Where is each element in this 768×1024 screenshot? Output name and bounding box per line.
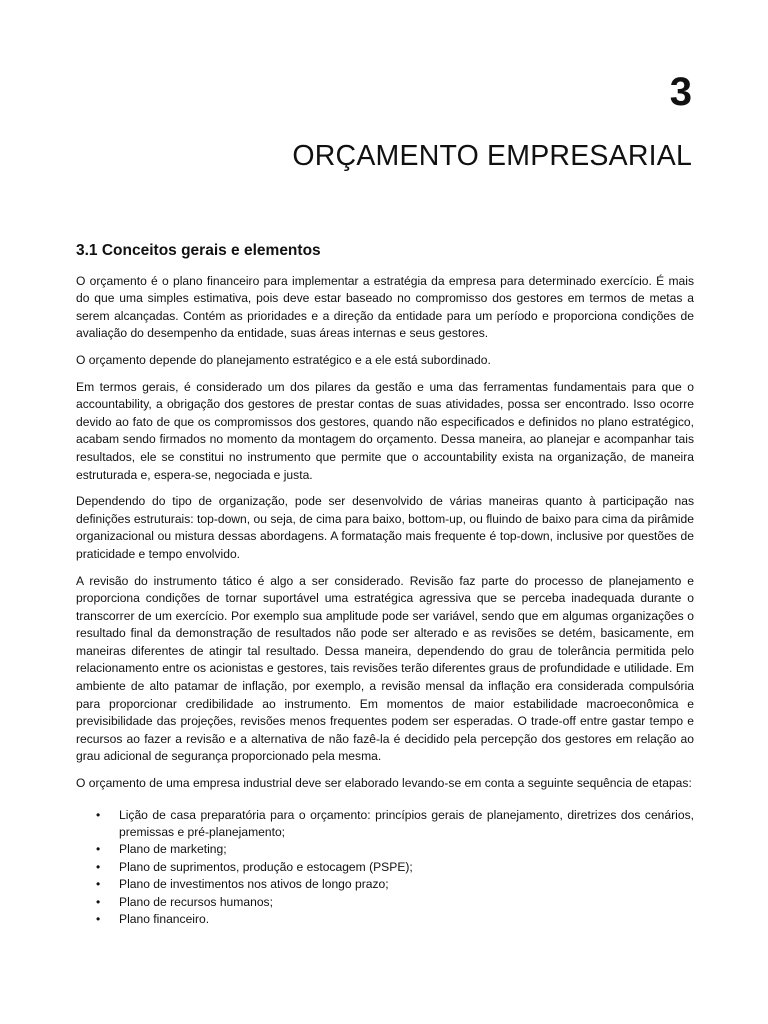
paragraph: Em termos gerais, é considerado um dos pilares da gestão e uma das ferramentas fundamentais para que o accountability, a obrigação dos gestores de prestar contas de suas atividades, possa ser encontrado. Isso ocorre devido ao fato de que os compromissos dos gestores, quando não especificados e definidos no plano estratégico, acabam sendo firmados no momento da montagem do orçamento. Dessa maneira, ao planejar e acompanhar tais resultados, ele se constitui no instrumento que permite que o accountability exista na organização, de maneira estruturada e, espera-se, negociada e justa. xyxy=(76,379,694,482)
list-item-text: Plano de recursos humanos; xyxy=(119,894,273,909)
list-item xyxy=(76,859,694,876)
list-item-text: Lição de casa preparatória para o orçamento: princípios gerais de planejamento, diretrizes dos cenários, premissas e pré-planejamento; xyxy=(119,807,694,840)
chapter-title: ORÇAMENTO EMPRESARIAL xyxy=(292,140,692,172)
section-content xyxy=(76,242,694,928)
bullet-icon: • xyxy=(96,807,101,822)
list-item xyxy=(76,894,694,911)
chapter-number: 3 xyxy=(669,70,692,114)
list-item-text: Plano de marketing; xyxy=(119,842,227,857)
bullet-list xyxy=(76,807,694,929)
bullet-icon: • xyxy=(96,877,101,892)
paragraph: O orçamento de uma empresa industrial deve ser elaborado levando-se em conta a seguinte sequência de etapas: xyxy=(76,776,692,791)
list-item xyxy=(76,807,694,842)
list-item-text: Plano de investimentos nos ativos de longo prazo; xyxy=(119,877,389,892)
section-heading: 3.1 Conceitos gerais e elementos xyxy=(76,242,321,259)
bullet-icon: • xyxy=(96,859,101,874)
list-item-text: Plano financeiro. xyxy=(119,912,210,927)
bullet-icon: • xyxy=(96,894,101,909)
paragraph: Dependendo do tipo de organização, pode ser desenvolvido de várias maneiras quanto à participação nas definições estruturais: top-down, ou seja, de cima para baixo, bottom-up, ou fluindo de baixo para cima da pirâmide organizacional ou mistura dessas abordagens. A formatação mais frequente é top-down, inclusive por questões de praticidade e tempo envolvido. xyxy=(76,494,694,561)
list-item xyxy=(76,841,694,858)
paragraph: A revisão do instrumento tático é algo a ser considerado. Revisão faz parte do processo de planejamento e proporciona condições de tornar suportável uma estratégica agressiva que se perceba inadequada durante o transcorrer de um exercício. Por exemplo sua amplitude pode ser variável, sendo que em algumas organizações o resultado final da demonstração de resultados não pode ser alterado e as revisões se detém, basicamente, em maneiras diferentes de atingir tal resultado. Dessa maneira, dependendo do grau de tolerância permitida pelo relacionamento entre os acionistas e gestores, tais revisões terão diferentes graus de profundidade e utilidade. Em ambiente de alto patamar de inflação, por exemplo, a revisão mensal da inflação era considerada compulsória para proporcionar credibilidade ao instrumento. Em momentos de maior estabilidade macroeconômica e previsibilidade das projeções, revisões menos frequentes podem ser esperadas. O trade-off entre gastar tempo e recursos ao fazer a revisão e a alternativa de não fazê-la é decidido pela percepção dos gestores em relação ao grau adicional de segurança proporcionado pela mesma. xyxy=(76,573,694,764)
bullet-icon: • xyxy=(96,842,101,857)
paragraph: O orçamento depende do planejamento estratégico e a ele está subordinado. xyxy=(76,352,491,367)
list-item xyxy=(76,911,694,928)
list-item-text: Plano de suprimentos, produção e estocagem (PSPE); xyxy=(119,859,413,874)
paragraph: O orçamento é o plano financeiro para implementar a estratégia da empresa para determinado exercício. É mais do que uma simples estimativa, pois deve estar baseado no compromisso dos gestores em termos de metas a serem alcançadas. Contém as prioridades e a direção da entidade para um período e proporciona condições de avaliação do desempenho da entidade, suas áreas internas e seus gestores. xyxy=(76,273,694,341)
list-item xyxy=(76,876,694,893)
bullet-icon: • xyxy=(96,912,101,927)
